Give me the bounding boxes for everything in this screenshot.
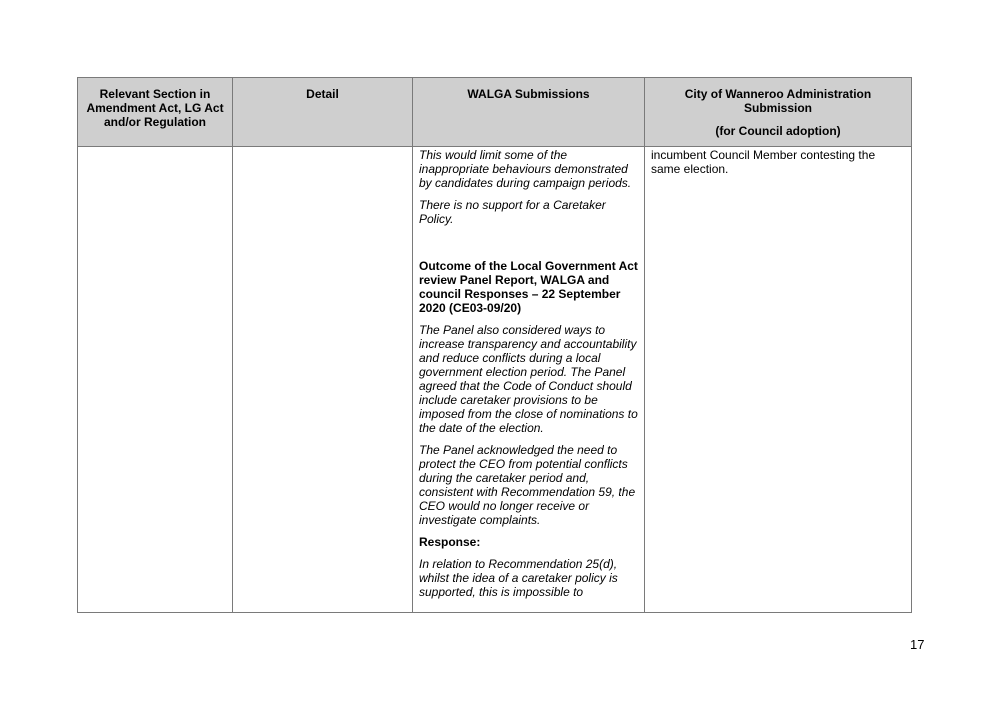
header-city-submission (645, 78, 912, 147)
table-row (78, 147, 912, 613)
cell-relevant-section-text (78, 147, 232, 148)
cell-walga-submissions (413, 147, 645, 613)
walga-paragraph-1: This would limit some of the inappropriate behaviours demonstrated by candidates during campaign periods. (419, 148, 632, 190)
walga-paragraph-panel-considered: The Panel also considered ways to increase transparency and accountability and reduce conflicts during a local government election period. The Panel agreed that the Code of Conduct should include caretaker provisions to be imposed from the close of nominations to the date of the election. (419, 323, 638, 435)
header-city-submission-title: City of Wanneroo Administration Submission (684, 87, 872, 115)
city-submission-text: incumbent Council Member contesting the same election. (651, 148, 876, 176)
header-relevant-section: Relevant Section in Amendment Act, LG Act and/or Regulation (78, 78, 233, 147)
walga-paragraph-recommendation: In relation to Recommendation 25(d), whilst the idea of a caretaker policy is supported, this is impossible to (419, 557, 618, 599)
cell-detail-text (233, 147, 412, 148)
cell-detail (233, 147, 413, 613)
header-walga-submissions: WALGA Submissions (413, 78, 645, 147)
walga-response-heading: Response: (419, 535, 481, 549)
cell-city-submission (645, 147, 912, 613)
submissions-table (77, 77, 912, 613)
table-header-row (78, 78, 912, 147)
cell-relevant-section (78, 147, 233, 613)
walga-outcome-heading: Outcome of the Local Government Act review Panel Report, WALGA and council Responses – 22 September 2020 (CE03-09/20) (419, 259, 638, 315)
header-city-submission-subtitle: (for Council adoption) (715, 124, 841, 138)
header-detail: Detail (233, 78, 413, 147)
walga-paragraph-panel-acknowledged: The Panel acknowledged the need to protect the CEO from potential conflicts during the caretaker period and, consistent with Recommendation 59, the CEO would no longer receive or investigate complaints. (419, 443, 636, 527)
page-number: 17 (910, 637, 925, 652)
walga-paragraph-2: There is no support for a Caretaker Policy. (419, 198, 606, 226)
